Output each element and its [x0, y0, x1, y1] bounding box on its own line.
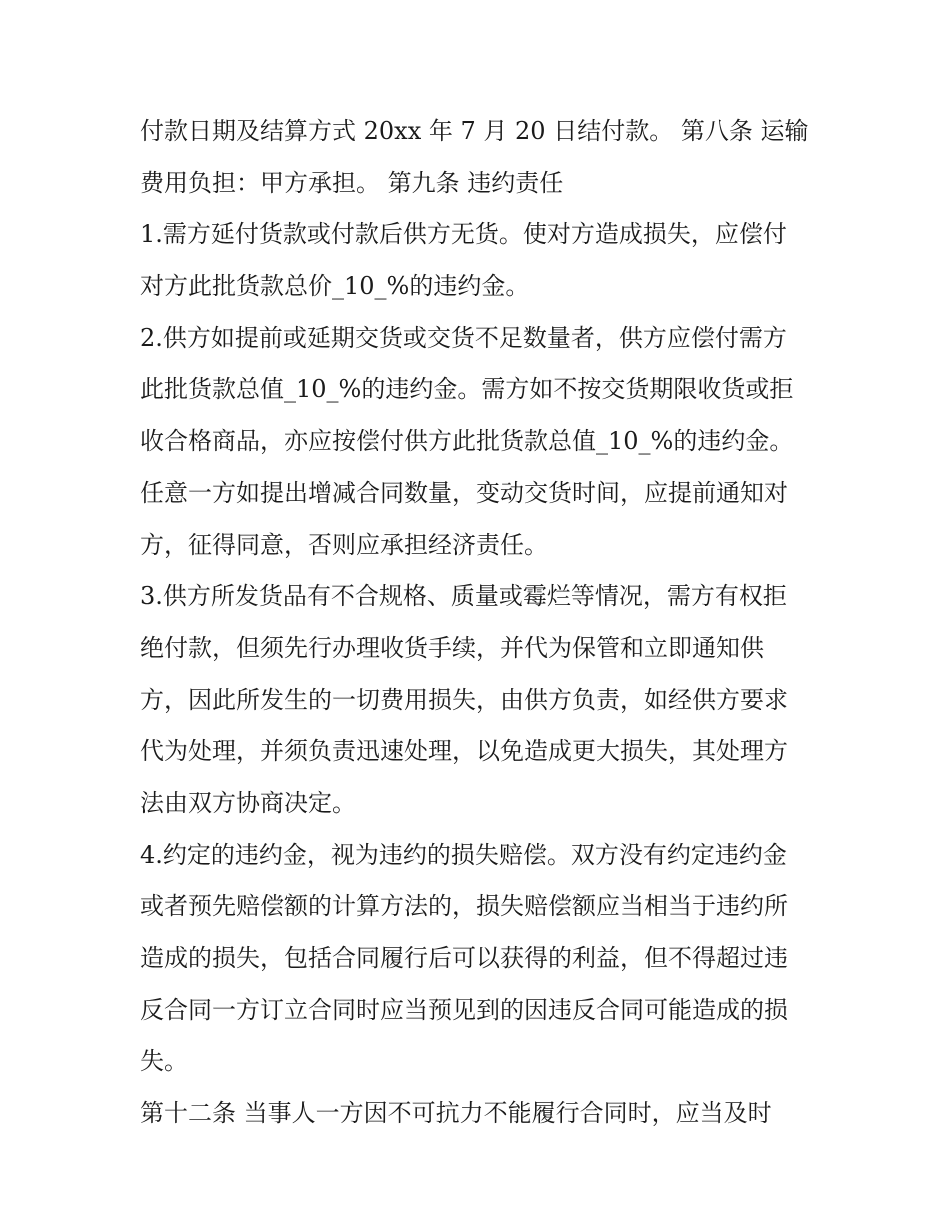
text-line: 或者预先赔偿额的计算方法的，损失赔偿额应当相当于违约所	[140, 892, 788, 921]
text-line: 3.供方所发货品有不合规格、质量或霉烂等情况，需方有权拒	[140, 582, 787, 611]
text-line: 反合同一方订立合同时应当预见到的因违反合同可能造成的损	[140, 995, 788, 1024]
text-line: 收合格商品，亦应按偿付供方此批货款总值_10_%的违约金。	[140, 427, 794, 456]
text-line: 1.需方延付货款或付款后供方无货。使对方造成损失，应偿付	[140, 220, 787, 249]
text-line: 2.供方如提前或延期交货或交货不足数量者，供方应偿付需方	[140, 323, 787, 352]
text-line: 付款日期及结算方式 20xx 年 7 月 20 日结付款。 第八条 运输	[140, 117, 809, 145]
text-line: 方，征得同意，否则应承担经济责任。	[140, 530, 548, 559]
text-line: 4.约定的违约金，视为违约的损失赔偿。双方没有约定违约金	[140, 840, 787, 869]
text-line: 失。	[140, 1047, 188, 1076]
text-line: 对方此批货款总价_10_%的违约金。	[140, 272, 530, 301]
text-line: 代为处理，并须负责迅速处理，以免造成更大损失，其处理方	[140, 737, 788, 766]
document-body	[140, 106, 820, 1140]
text-line: 造成的损失，包括合同履行后可以获得的利益，但不得超过违	[140, 944, 788, 972]
text-line: 法由双方协商决定。	[140, 788, 356, 817]
text-line: 此批货款总值_10_%的违约金。需方如不按交货期限收货或拒	[140, 375, 794, 404]
text-line: 费用负担：甲方承担。 第九条 违约责任	[140, 168, 564, 197]
text-line: 方，因此所发生的一切费用损失，由供方负责，如经供方要求	[140, 685, 788, 714]
text-line: 绝付款，但须先行办理收货手续，并代为保管和立即通知供	[140, 633, 764, 662]
text-line: 第十二条 当事人一方因不可抗力不能履行合同时，应当及时	[140, 1099, 772, 1128]
text-line: 任意一方如提出增减合同数量，变动交货时间，应提前通知对	[140, 478, 788, 507]
